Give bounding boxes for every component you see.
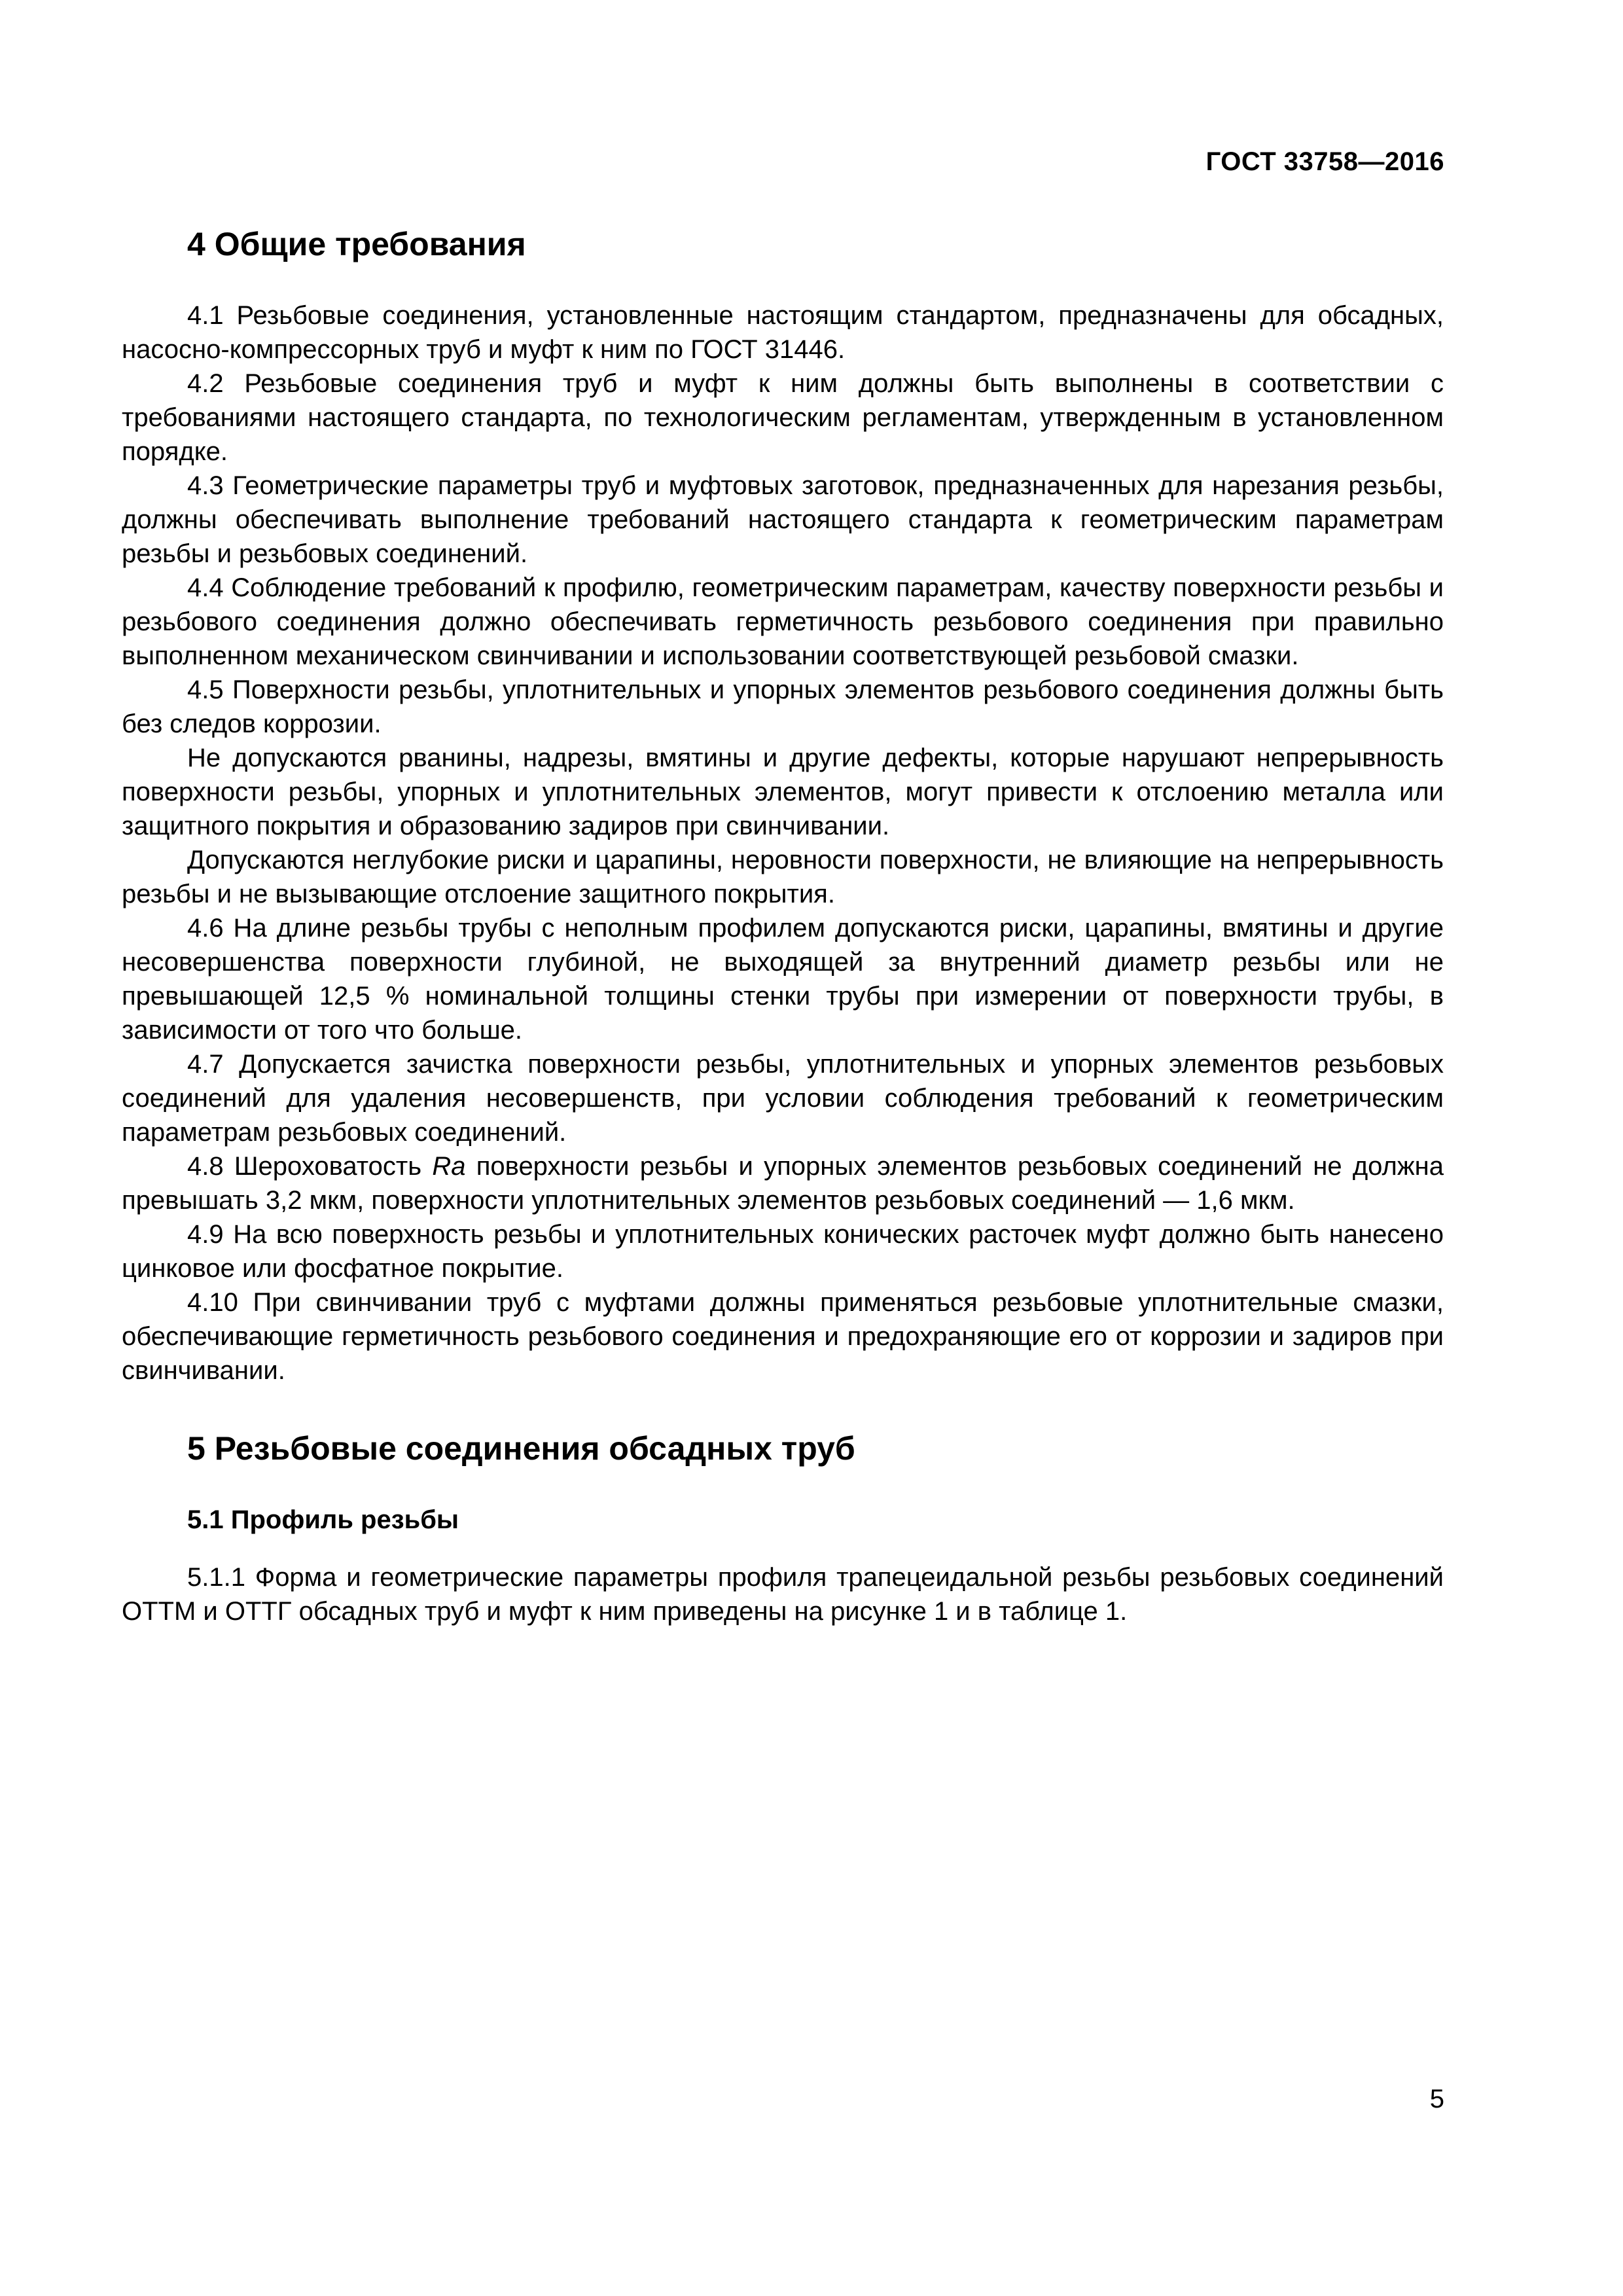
paragraph-5-1-1: 5.1.1 Форма и геометрические параметры профиля трапецеидальной резьбы резьбовых соединений ОТТМ и ОТТГ обсадных труб и муфт к ним приведены на рисунке 1 и в таблице 1. — [122, 1563, 1444, 1626]
paragraph-4-3: 4.3 Геометрические параметры труб и муфтовых заготовок, предназначенных для нарезания резьбы, должны обеспечивать выполнение требований настоящего стандарта к геометрическим параметрам резьбы и резьбовых соединений. — [122, 471, 1444, 568]
paragraph-4-1: 4.1 Резьбовые соединения, установленные настоящим стандартом, предназначены для обсадных, насосно-компрессорных труб и муфт к ним по ГОСТ 31446. — [122, 301, 1444, 364]
paragraph-4-8 — [122, 1149, 1444, 1217]
paragraph-4-8-start: 4.8 Шероховатость — [187, 1152, 433, 1181]
document-code: ГОСТ 33758—2016 — [1205, 147, 1444, 176]
paragraph-4-5: 4.5 Поверхности резьбы, уплотнительных и упорных элементов резьбового соединения должны быть без следов коррозии. — [122, 675, 1444, 738]
section-5-title: 5 Резьбовые соединения обсадных труб — [187, 1430, 855, 1467]
paragraph-4-4: 4.4 Соблюдение требований к профилю, геометрическим параметрам, качеству поверхности резьбы и резьбового соединения должно обеспечивать герметичность резьбового соединения при правильно выполненном механическом свинчивании и использовании соответствующей резьбовой смазки. — [122, 573, 1444, 670]
paragraph-4-2: 4.2 Резьбовые соединения труб и муфт к ним должны быть выполнены в соответствии с требованиями настоящего стандарта, по технологическим регламентам, утвержденным в установленном порядке. — [122, 369, 1444, 466]
paragraph-4-9: 4.9 На всю поверхность резьбы и уплотнительных конических расточек муфт должно быть нанесено цинковое или фосфатное покрытие. — [122, 1220, 1444, 1283]
subsection-5-1-title: 5.1 Профиль резьбы — [187, 1505, 459, 1534]
paragraph-4-6: 4.6 На длине резьбы трубы с неполным профилем допускаются риски, царапины, вмятины и другие несовершенства поверхности глубиной, не выходящей за внутренний диаметр резьбы или не превышающей 12,5 % номинальной толщины стенки трубы при измерении от поверхности трубы, в зависимости от того что больше. — [122, 914, 1444, 1045]
paragraph-4-5-defects: Не допускаются рванины, надрезы, вмятины и другие дефекты, которые нарушают непрерывность поверхности резьбы, упорных и уплотнительных элементов, могут привести к отслоению металла или защитного покрытия и образованию задиров при свинчивании. — [122, 744, 1444, 840]
page-content — [122, 223, 1444, 1628]
page-number: 5 — [1429, 2085, 1444, 2113]
paragraph-4-7: 4.7 Допускается зачистка поверхности резьбы, уплотнительных и упорных элементов резьбовых соединений для удаления несовершенств, при условии соблюдения требований к геометрическим параметрам резьбовых соединений. — [122, 1050, 1444, 1147]
paragraph-4-10: 4.10 При свинчивании труб с муфтами должны применяться резьбовые уплотнительные смазки, обеспечивающие герметичность резьбового соединения и предохраняющие его от коррозии и задиров при свинчивании. — [122, 1288, 1444, 1385]
roughness-symbol: Ra — [432, 1152, 466, 1181]
paragraph-4-5-allowed: Допускаются неглубокие риски и царапины, неровности поверхности, не влияющие на непрерывность резьбы и не вызывающие отслоение защитного покрытия. — [122, 846, 1444, 908]
section-4-title: 4 Общие требования — [187, 226, 526, 262]
paragraph-4-8-end: поверхности резьбы и упорных элементов резьбовых соединений не должна превышать 3,2 мкм, поверхности уплотнительных элементов резьбовых соединений — 1,6 мкм. — [122, 1152, 1444, 1215]
